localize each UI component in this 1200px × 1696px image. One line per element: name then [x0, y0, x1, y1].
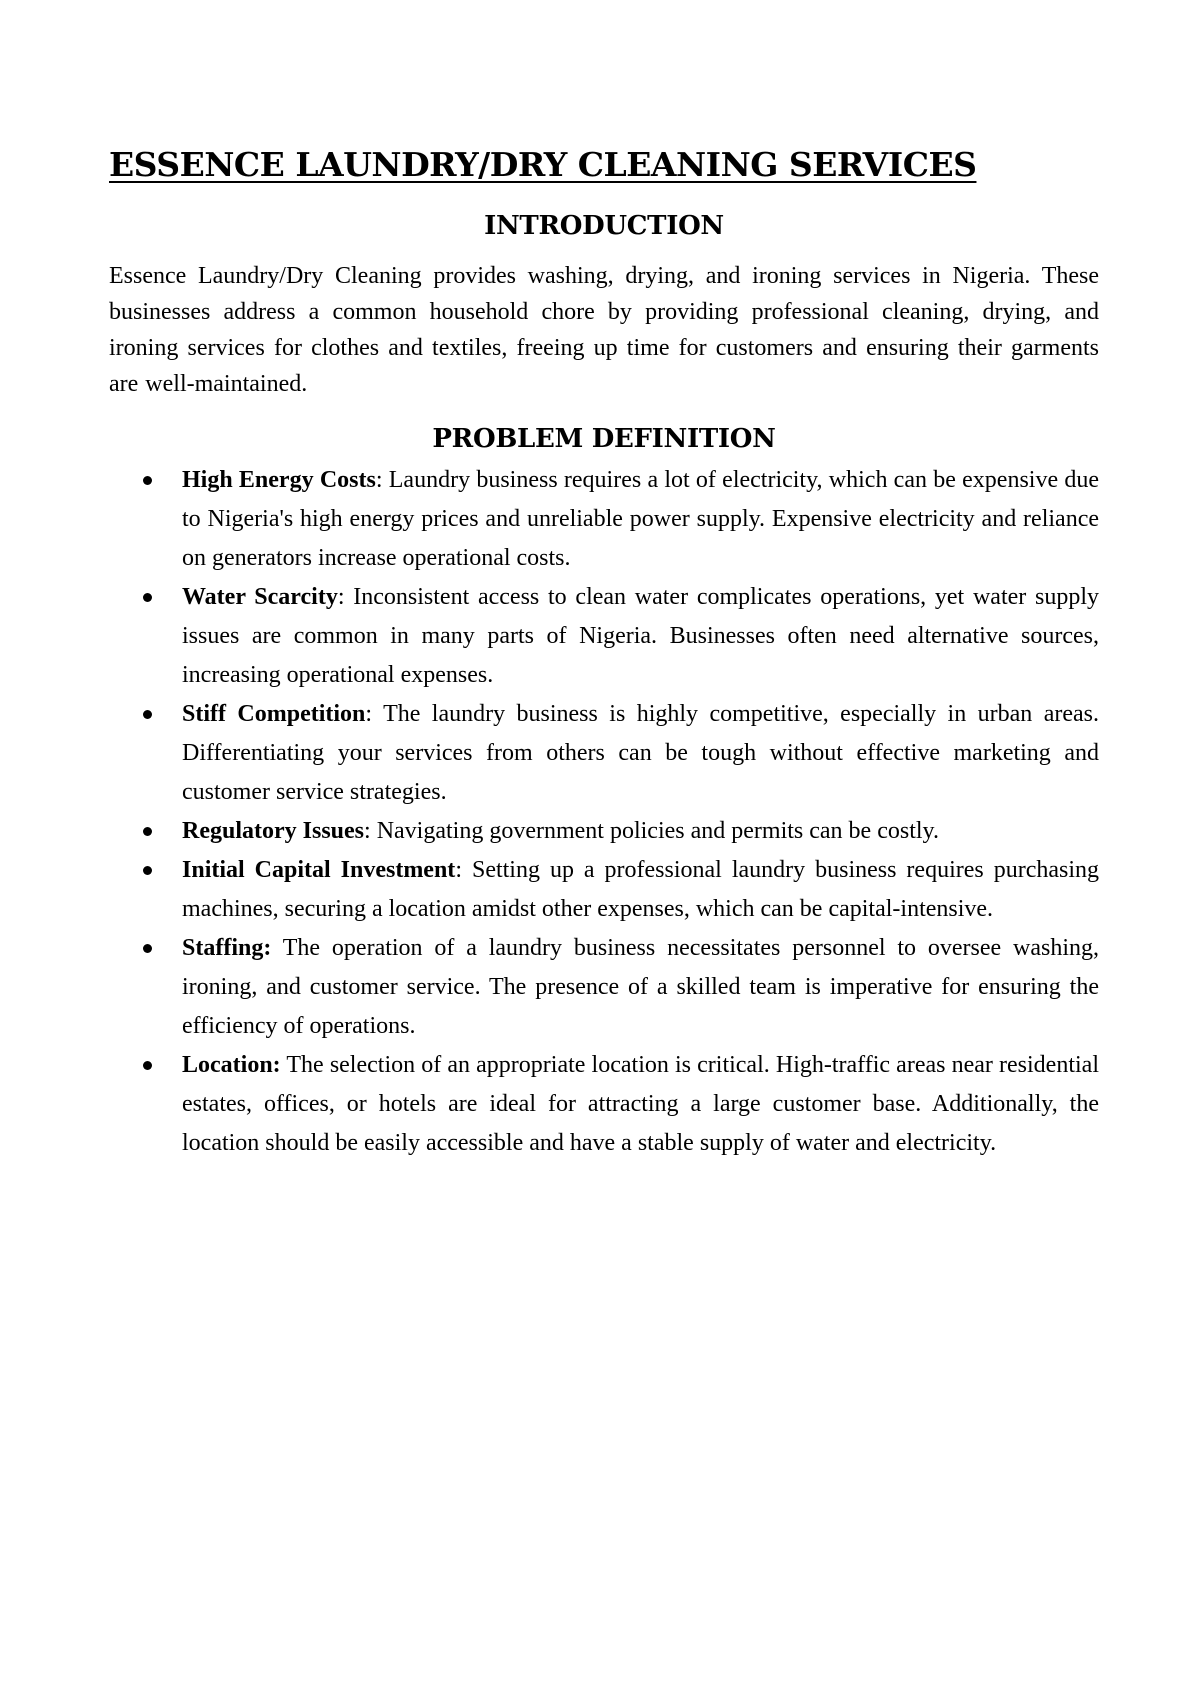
item-term: High Energy Costs — [182, 467, 376, 493]
item-term: Initial Capital Investment — [182, 857, 456, 883]
item-term: Staffing: — [182, 935, 272, 961]
item-text: Inconsistent access to clean water complicates operations, yet water supply issues are common in many parts of Nigeria. Businesses often need alternative sources, increasing operational expenses. — [182, 584, 1100, 688]
item-text: Setting up a professional laundry business requires purchasing machines, securing a location amidst other expenses, which can be capital-intensive. — [182, 857, 1100, 922]
bullet-icon — [143, 476, 152, 485]
item-term: Water Scarcity — [182, 584, 338, 610]
list-item — [109, 461, 1099, 578]
item-separator — [271, 935, 282, 961]
introduction-paragraph: Essence Laundry/Dry Cleaning provides washing, drying, and ironing services in Nigeria. These businesses address a common household chore by providing professional cleaning, drying, and ironing services for clothes and textiles, freeing up time for customers and ensuring their garments are well-maintained. — [109, 263, 1099, 397]
item-separator: : — [337, 584, 354, 610]
list-item — [109, 695, 1099, 812]
bullet-icon — [143, 1061, 152, 1070]
bullet-icon — [143, 827, 152, 836]
item-term: Stiff Competition — [182, 701, 366, 727]
list-item — [109, 578, 1099, 695]
bullet-icon — [143, 944, 152, 953]
item-text: The selection of an appropriate location is critical. High-traffic areas near residential estates, offices, or hotels are ideal for attracting a large customer base. Additionally, the location should be easily accessible and have a stable supply of water and electricity. — [182, 1052, 1099, 1156]
list-item — [109, 1046, 1099, 1163]
introduction-heading: INTRODUCTION — [484, 211, 724, 241]
item-separator: : — [364, 818, 377, 844]
item-text: Laundry business requires a lot of electricity, which can be expensive due to Nigeria's high energy prices and unreliable power supply. Expensive electricity and reliance on generators increase operational costs. — [182, 467, 1099, 571]
bullet-icon — [143, 866, 152, 875]
document-page — [109, 140, 1099, 1163]
item-separator: : — [455, 857, 472, 883]
list-item — [109, 812, 1099, 851]
problem-list — [109, 461, 1099, 1163]
item-term: Regulatory Issues — [182, 818, 365, 844]
problem-definition-heading: PROBLEM DEFINITION — [432, 424, 776, 454]
list-item — [109, 851, 1099, 929]
item-separator: : — [375, 467, 389, 493]
document-title: ESSENCE LAUNDRY/DRY CLEANING SERVICES — [109, 145, 977, 184]
item-text: The operation of a laundry business necessitates personnel to oversee washing, ironing, and customer service. The presence of a skilled team is imperative for ensuring the efficiency of operations. — [182, 935, 1099, 1039]
item-text: The laundry business is highly competitive, especially in urban areas. Differentiating your services from others can be tough without effective marketing and customer service strategies. — [182, 701, 1099, 805]
list-item — [109, 929, 1099, 1046]
item-term: Location: — [182, 1052, 281, 1078]
bullet-icon — [143, 710, 152, 719]
item-separator: : — [365, 701, 384, 727]
bullet-icon — [143, 593, 152, 602]
item-text: Navigating government policies and permits can be costly. — [376, 818, 939, 844]
